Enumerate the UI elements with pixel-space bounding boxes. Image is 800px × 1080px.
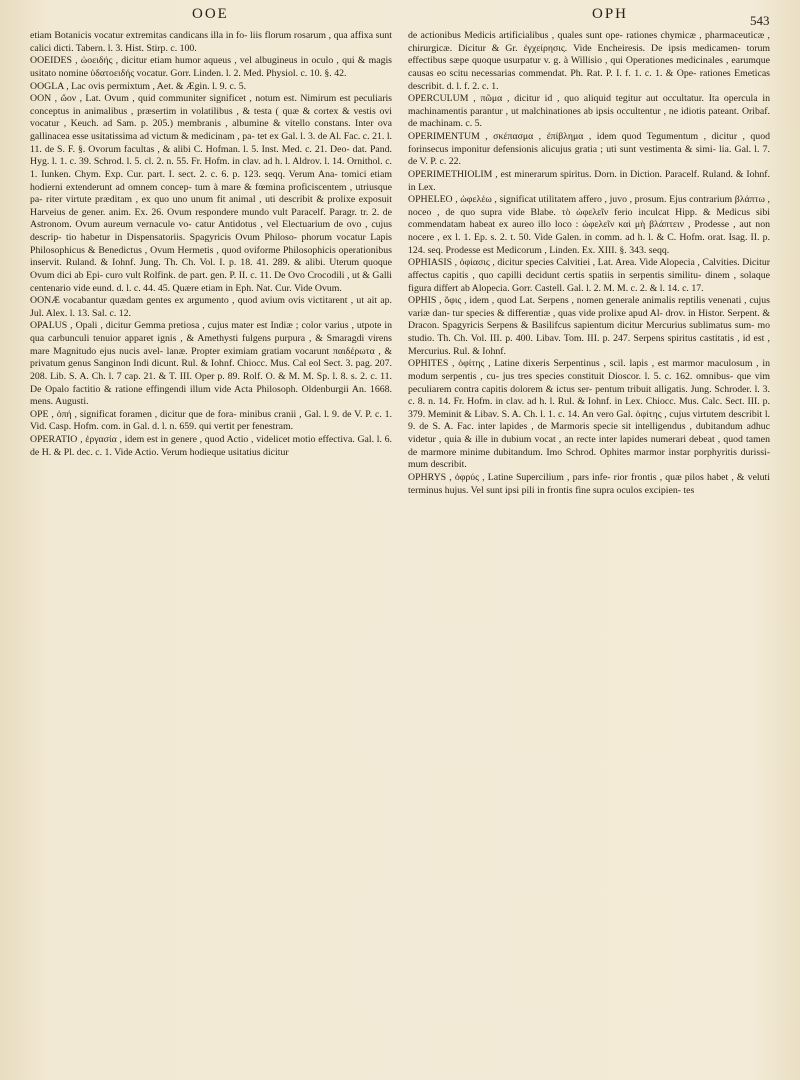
entry-operimethiolim: OPERIMETHIOLIM , est minerarum spiritus. Dorn. in Diction. Paracelf. Ruland. & Iohnf. in Lex. xyxy=(408,168,770,193)
entry-opalus: OPALUS , Opali , dicitur Gemma pretiosa , cujus mater est Indiæ ; color varius , utpote in qua carbunculi tenuior apparet ignis , & Amethysti fulgens purpura , & Smaragdi virens mare Magnitudo ejus nucis avel- lanæ. Propter eximiam gratiam vocarunt παιδέρωτα , & privatum genus Sanginon Indi dicunt. Rul. & Iohnf. Chiocc. Mus. Cal eol Sect. 3. pag. 207. 208. Lib. S. A. Ch. l. 7 cap. 21. & T. III. Oper p. 89. Rolf. O. & M. M. Sp. l. 8. s. 2. c. 11. De Opalo factitio & ratione effingendi illum vide Acta Philosoph. Oldenburgii An. 1668. mens. Augusti. xyxy=(30,320,392,408)
right-column xyxy=(408,30,770,1070)
entry-continuation: de actionibus Medicis artificialibus , quales sunt ope- rationes chymicæ , pharmaceuticæ , chirurgicæ. Dicitur & Gr. ἐγχείρησις. Vide Encheiresis. De ipsis medicamen- torum effectibus sæpe quoque usurpatur v. g. à Willisio , qui Operationes medicinales , earumque causas eo scitu necessarias commendat. Ph. Rat. P. I. f. 1. c. 1. & Ope- rationes Emeticas describit. d. l. f. 2. c. 1. xyxy=(408,30,770,92)
entry-opheleo: OPHELEO , ὠφελέω , significat utilitatem affero , juvo , prosum. Ejus contrarium βλάπτω , noceo , de quo supra vide Blabe. τὸ ὠφελεῖν ferio inculcat Hipp. & Medicus sibi commendatam habeat ex aureo illo loco : ὠφελεῖν καὶ μὴ βλάπτειν , Prodesse , aut non nocere , ex l. 1. Ep. s. 2. t. 50. Vide Galen. in comm. ad h. l. & C. Hofm. orat. Isag. II. p. 124. seq. Prodesse est Medicorum , Linden. Ex. XIII. §. 343. seqq. xyxy=(408,194,770,256)
entry-ophis: OPHIS , ὄφις , idem , quod Lat. Serpens , nomen generale animalis reptilis venenati , cujus variæ dan- tur species & differentiæ , quas vide prolixe apud Al- drov. in Histor. Serpent. & Dracon. Spagyricis Serpens & Basilifcus sapientum dicitur Mercurius sublimatus sum- mo studio. Th. Ch. Vol. III. p. 400. Libav. Tom. III. p. 247. Serpens spiritus castitatis , id est , Mercurius. Rul. & Iohnf. xyxy=(408,295,770,357)
left-column xyxy=(30,30,392,1070)
entry-ophrys: OPHRYS , ὀφρύς , Latine Supercilium , pars infe- rior frontis , quæ pilos habet , & veluti terminus hujus. Vel sunt ipsi pili in frontis fine supra oculos excipien- tes xyxy=(408,471,770,496)
entry-operatio: OPERATIO , ἐργασία , idem est in genere , quod Actio , videlicet motio effectiva. Gal. l. 6. de H. & Pl. dec. c. 1. Vide Actio. Verum hodieque usitatius dicitur xyxy=(30,434,392,458)
page-header xyxy=(0,0,800,34)
entry-operimentum: OPERIMENTUM , σκέπασμα , ἐπίβλημα , idem quod Tegumentum , dicitur , quod forinsecus imponitur defensionis alicujus gratia ; uti sunt vestimenta & simi- lia. Gal. l. 7. de V. P. c. 22. xyxy=(408,131,770,168)
entry-oonae: OONÆ vocabantur quædam gentes ex argumento , quod avium ovis victitarent , ut ait ap. Jul. Alex. l. 13. Sal. c. 12. xyxy=(30,295,392,319)
right-running-head: OPH xyxy=(592,6,629,22)
entry-oon: OON , ὤον , Lat. Ovum , quid communiter significet , notum est. Nimirum est peculiaris conceptus in animalibus , præsertim in volatilibus , & testa ( quæ & cortex & vestis ovi vocatur , Keuch. ad Sam. p. 205.) membranis , albumine & vitello constans. Inter ova gallinacea esse usitatissima ad victum & medicinam , pa- tet ex Gal. l. 3. de Al. Fac. c. 21. l. 11. de S. F. §. Ovorum facultas , & alibi C. Hofman. l. 5. Inst. Med. c. 21. Deo- dat. Pand. Hyg. l. 1. c. 39. Schrod. l. 5. cl. 2. n. 55. Fr. Hofm. in clav. ad h. l. Aldrov. l. 14. Ornithol. c. 1. Iunken. Chym. Exp. Cur. part. I. sect. 2. c. 6. p. 123. seqq. Verum Ana- tomici etiam hodierni extenderunt ad omnem concep- tum à mare & fœmina proficiscentem , utriusque pa- riter virtute præditam , ex quo uno unum fit animal , uti describit & prolixe exposuit Harveius de gener. anim. Ex. 26. Ovum respondere mundo vult Paracelf. Paragr. tr. 2. de Astronom. Ovum aureum vernacule vo- catur Antidotus , vel Electuarium de ovo , cujus descrip- tio habetur in Dispensatoriis. Spagyricis Ovum Philoso- phorum vocatur Lapis Philosophicus & Benedictus , Ovum Hermetis , quod oviforme Philosophicis operationibus inservit. Ruland. & Iohnf. Jung. Th. Ch. Vol. I. p. 18. 41. 289. & alibi. Uterum quoque Ovum dici ab Epi- curo vult Rolfink. de part. gen. P. II. c. 11. De Ovo Crocodili , ut & Galli centenario vide eund. d. l. c. 44. 45. Quære etiam in Eph. Nat. Cur. Vide Ovum. xyxy=(30,93,392,294)
entry-paragraph: etiam Botanicis vocatur extremitas candicans illa in fo- liis florum rosarum , qua affixa sunt calici dicti. Tabern. l. 3. Hist. Stirp. c. 100. xyxy=(30,30,392,54)
entry-operculum: OPERCULUM , πῶμα , dicitur id , quo aliquid tegitur aut occultatur. Ita opercula in machinamentis parantur , ut malchinationes ab ipsis occultentur , ne idiotis pateant. Oribaf. de machinam. c. 5. xyxy=(408,93,770,130)
entry-oogla: OOGLA , Lac ovis permixtum , Aet. & Ægin. l. 9. c. 5. xyxy=(30,80,247,92)
left-running-head: OOE xyxy=(192,6,229,22)
entry-ophiasis: OPHIASIS , ὀφίασις , dicitur species Calvitiei , Lat. Area. Vide Alopecia , Calvities. Dicitur affectus capitis , quo capilli decidunt certis spatiis in serpentis similitu- dinem , solaque figura differt ab Alopecia. Gorr. Castell. Gal. l. 2. M. M. c. 2. & l. 14. c. 17. xyxy=(408,257,770,294)
entry-ooeides: OOEIDES , ὠοειδής , dicitur etiam humor aqueus , vel albugineus in oculo , qui & magis usitato nomine ὑδατοειδής vocatur. Gorr. Linden. l. 2. Med. Physiol. c. 10. §. 42. xyxy=(30,55,392,79)
page-number: 543 xyxy=(750,13,770,28)
entry-ophites: OPHITES , ὀφίτης , Latine dixeris Serpentinus , scil. lapis , est marmor maculosum , in modum serpentis , cu- jus tres species constituit Dioscor. l. 5. c. 162. omnibus- que vim peculiarem contra capitis dolorem & ictus ser- pentum tribuit alligatis. Jung. Schroder. l. 3. c. 8. n. 14. Fr. Hofm. in clav. ad h. l. Rul. & Iohnf. in Lex. Chiocc. Mus. Calc. Sect. III. p. 379. Meminit & Libav. S. A. Ch. l. 1. c. 14. An vero Gal. ὀφίτης , cujus virtutem describit l. 9. de S. A. Fac. inter lapides , de Marmoris specie sit intelligendus , dubitandum adhuc videtur , quia & ille in dubium vocat , an recte inter lapides numerari debeat , quod tamen de marmore minime dubitandum. Imo Schrod. Ophites marmor instar porphyritis durissi- mum describit. xyxy=(408,358,770,471)
entry-ope: OPE , ὀπή , significat foramen , dicitur que de fora- minibus cranii , Gal. l. 9. de V. P. c. 1. Vid. Casp. Hofm. com. in Gal. d. l. n. 659. qui vertit per fenestram. xyxy=(30,408,392,433)
